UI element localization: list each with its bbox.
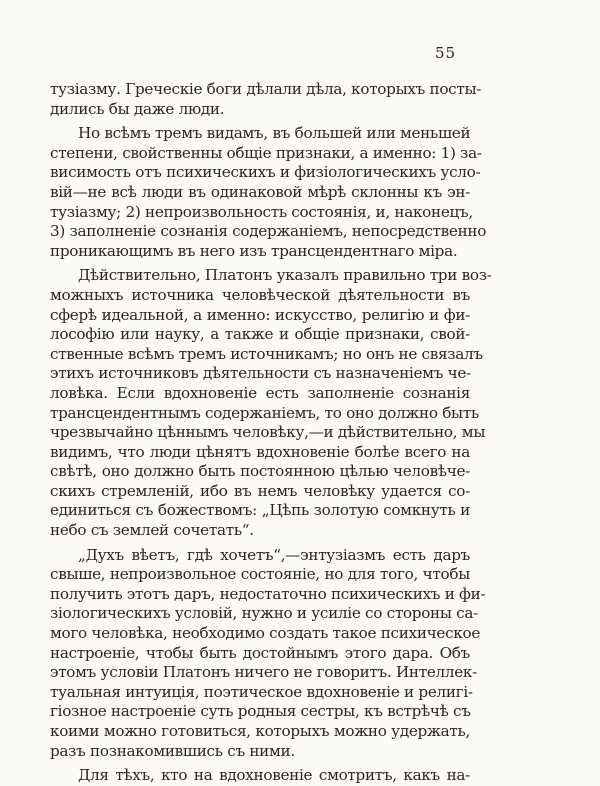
- text-line: проникающимъ въ него изъ трансцендентнаго міра.: [50, 241, 458, 260]
- text-line: степени, свойственны общіе признаки, а именно: 1) за-: [50, 143, 482, 162]
- text-line: ственные всѣмъ тремъ источникамъ; но онъ не связалъ: [50, 344, 483, 363]
- paragraph: [50, 80, 482, 119]
- text-line: зіологическихъ условій, нужно и усиліе со стороны са-: [50, 604, 478, 623]
- text-line: Дѣйствительно, Платонъ указалъ правильно три воз-: [78, 266, 492, 285]
- text-line: разъ познакомившись съ ними.: [50, 741, 295, 760]
- text-line: скихъ стремленій, ибо въ немъ человѣку удается со-: [50, 481, 470, 500]
- text-line: сферѣ идеальной, а именно: искусство, религію и фи-: [50, 305, 470, 324]
- text-line: этомъ условіи Платонъ ничего не говоритъ. Интеллек-: [50, 663, 477, 682]
- text-line: висимость отъ психическихъ и физіологическихъ усло-: [50, 163, 481, 182]
- text-line: гіозное настроеніе суть родныя сестры, къ встрѣчѣ съ: [50, 702, 471, 721]
- paragraph: [50, 266, 492, 540]
- text-line: небо съ землей сочетать“.: [50, 521, 254, 540]
- text-line: вій—не всѣ люди въ одинаковой мѣрѣ склонны къ эн-: [50, 182, 470, 201]
- text-line: туальная интуиція, поэтическое вдохновеніе и религі-: [50, 682, 473, 701]
- text-line: ловѣка. Если вдохновеніе есть заполненіе сознанія: [50, 383, 470, 402]
- page-number: 55: [435, 44, 457, 62]
- text-line: Для тѣхъ, кто на вдохновеніе смотритъ, какъ на-: [78, 766, 470, 785]
- text-line: Но всѣмъ тремъ видамъ, въ большей или меньшей: [78, 124, 471, 143]
- text-line: единиться съ божествомъ: „Цѣпь золотую сомкнуть и: [50, 501, 470, 520]
- text-line: свѣтѣ, оно должно быть постоянною цѣлью человѣче-: [50, 462, 470, 481]
- text-line: 3) заполненіе сознанія содержаніемъ, непосредственно: [50, 222, 487, 241]
- text-line: трансцендентнымъ содержаніемъ, то оно должно быть: [50, 403, 479, 422]
- paragraph: [50, 545, 486, 762]
- body-text: [50, 80, 492, 786]
- text-line: можныхъ источника человѣческой дѣятельности въ: [50, 285, 470, 304]
- text-line: этихъ источниковъ дѣятельности съ назначеніемъ че-: [50, 364, 471, 383]
- text-line: „Духъ вѣетъ, гдѣ хочетъ“,—энтузіазмъ есть даръ: [78, 545, 470, 564]
- text-line: получить этотъ даръ, недостаточно психическихъ и фи-: [50, 584, 486, 603]
- text-line: мого человѣка, необходимо создать такое психическое: [50, 624, 481, 643]
- paragraph: [50, 766, 470, 786]
- text-line: свыше, непроизвольное состояніе, но для того, чтобы: [50, 565, 470, 584]
- text-line: лософію или науку, а также и общіе признаки, свой-: [50, 325, 470, 344]
- text-line: чрезвычайно цѣннымъ человѣку,—и дѣйствительно, мы: [50, 423, 486, 442]
- text-line: тузіазму; 2) непроизвольность состоянія, и, наконецъ,: [50, 202, 473, 221]
- text-line: коими можно готовиться, которыхъ можно удержать,: [50, 722, 470, 740]
- text-line: дились бы даже люди.: [50, 99, 225, 118]
- text-line: видимъ, что люди цѣнятъ вдохновеніе болѣе всего на: [50, 442, 470, 461]
- text-line: тузіазму. Греческіе боги дѣлали дѣла, которыхъ посты-: [50, 80, 482, 98]
- text-line: настроеніе, чтобы быть достойнымъ этого дара. Объ: [50, 643, 470, 662]
- paragraph: [50, 124, 487, 261]
